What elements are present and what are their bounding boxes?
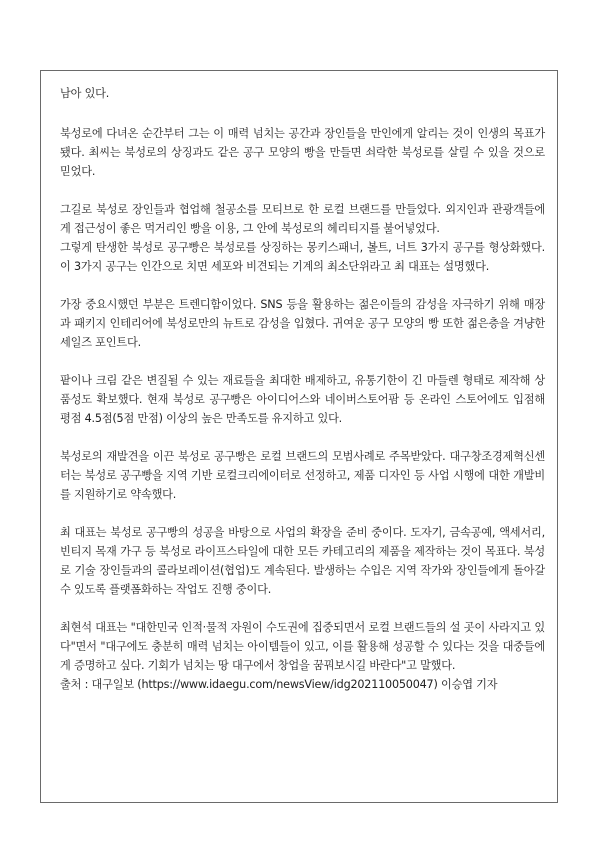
paragraph-life-goal: 북성로에 다녀온 순간부터 그는 이 매력 넘치는 공간과 장인들을 만인에게 알리는 것이 인생의 목표가 됐다. 최씨는 북성로의 상징과도 같은 공구 모양의 빵을 만들면 쇠락한 북성로를 살릴 수 있을 것으로 믿었다. (60, 127, 545, 178)
paragraph-product: 팥이나 크림 같은 변질될 수 있는 재료들을 최대한 배제하고, 유통기한이 긴 마들렌 형태로 제작해 상품성도 확보했다. 현재 북성로 공구빵은 아이디어스와 네이버스토어팜 등 온라인 스토어에도 입점해 평점 4.5점(5점 만점) 이상의 높은 만족도를 유지하고 있다. (60, 374, 545, 425)
source-line: 출처 : 대구일보 (https://www.idaegu.com/newsView/idg202110050047) 이승엽 기자 (60, 678, 498, 691)
paragraph-recognition: 북성로의 재발견을 이끈 북성로 공구빵은 로컬 브랜드의 모범사례로 주목받았다. 대구창조경제혁신센터는 북성로 공구빵을 지역 기반 로컬크리에이터로 선정하고, 제품 디자인 등 사업 시행에 대한 개발비를 지원하기로 약속했다. (60, 450, 545, 501)
paragraph-quote: 최현석 대표는 "대한민국 인적·물적 자원이 수도권에 집중되면서 로컬 브랜드들의 설 곳이 사라지고 있다"면서 "대구에도 충분히 매력 넘치는 아이템들이 있고, 이를 활용해 성공할 수 있다는 것을 대중들에게 증명하고 싶다. 기회가 넘치는 땅 대구에서 창업을 꿈꿔보시길 바란다"고 말했다. (60, 621, 545, 672)
paragraph-tool-bread: 그렇게 탄생한 북성로 공구빵은 북성로를 상징하는 몽키스패너, 볼트, 너트 3가지 공구를 형상화했다. 이 3가지 공구는 인간으로 치면 세포와 비견되는 기계의 최소단위라고 최 대표는 설명했다. (60, 241, 545, 273)
paragraph-expansion: 최 대표는 북성로 공구빵의 성공을 바탕으로 사업의 확장을 준비 중이다. 도자기, 금속공예, 액세서리, 빈티지 목재 가구 등 북성로 라이프스타일에 대한 모든 카테고리의 제품을 제작하는 것이 목표다. 북성로 기술 장인들과의 콜라보레이션(협업)도 계속된다. 발생하는 수입은 지역 작가와 장인들에게 돌아갈 수 있도록 플랫폼화하는 작업도 진행 중이다. (60, 526, 545, 596)
paragraph-local-brand: 그길로 북성로 장인들과 협업해 철공소를 모티브로 한 로컬 브랜드를 만들었다. 외지인과 관광객들에게 접근성이 좋은 먹거리인 빵을 이용, 그 안에 북성로의 헤리티지를 불어넣었다. (60, 203, 545, 235)
article-body (60, 84, 545, 694)
paragraph-trendy: 가장 중요시했던 부분은 트렌디함이었다. SNS 등을 활용하는 젊은이들의 감성을 자극하기 위해 매장과 패키지 인테리어에 북성로만의 뉴트로 감성을 입혔다. 귀여운 공구 모양의 빵 또한 젊은층을 겨냥한 세일즈 포인트다. (60, 298, 545, 349)
paragraph-continuation: 남아 있다. (60, 87, 110, 100)
